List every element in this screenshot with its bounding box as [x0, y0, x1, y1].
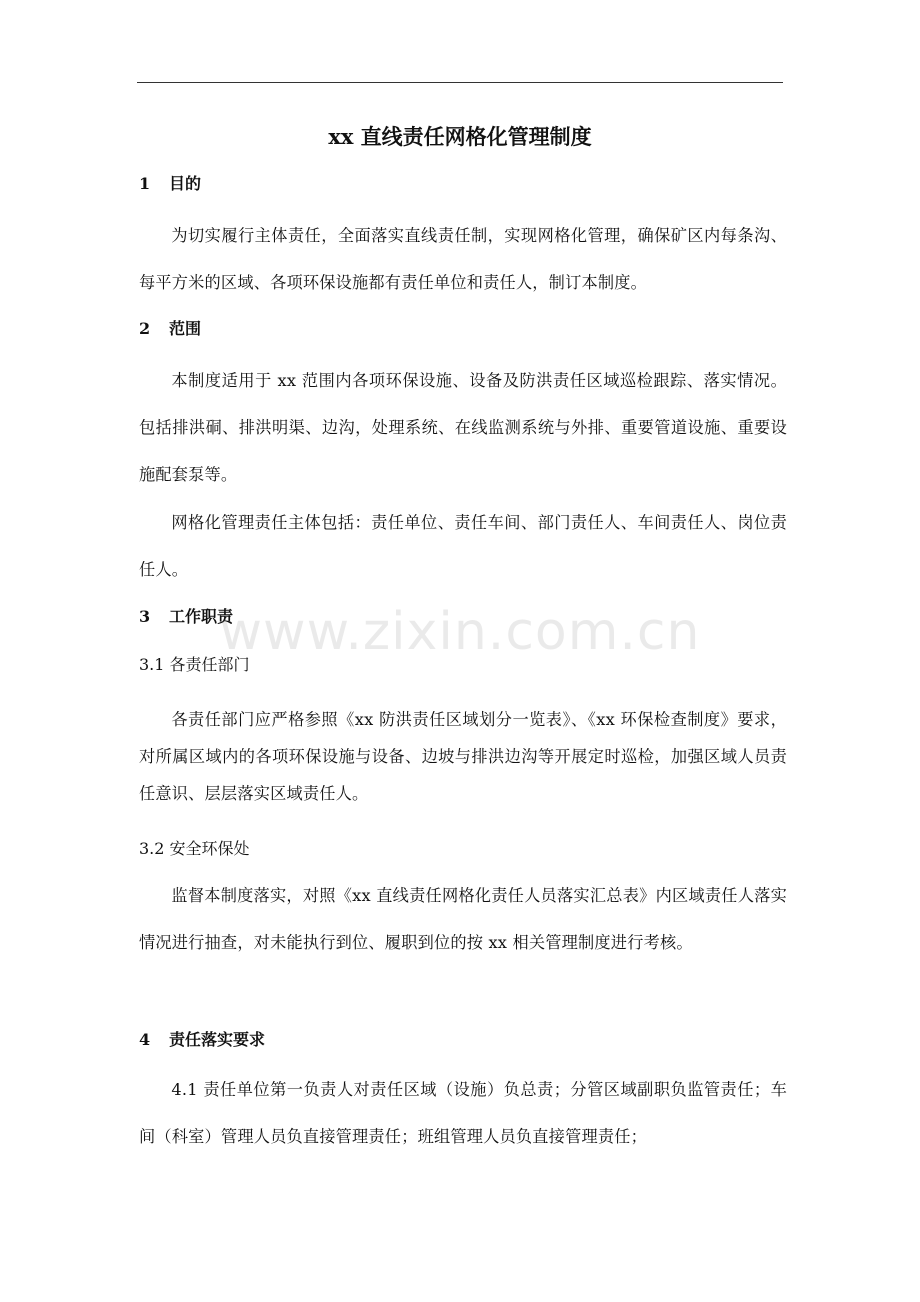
document-title: xx 直线责任网格化管理制度 — [328, 124, 592, 149]
section-4-paragraph: 4.1 责任单位第一负责人对责任区域（设施）负总责；分管区域副职负监管责任；车间（科室）管理人员负直接管理责任；班组管理人员负直接管理责任； — [139, 1080, 787, 1146]
section-4-heading — [139, 1028, 265, 1052]
section-2-paragraph-2: 网格化管理责任主体包括：责任单位、责任车间、部门责任人、车间责任人、岗位责任人。 — [139, 513, 787, 579]
section-3-heading — [139, 605, 233, 629]
subsection-3-1-paragraph: 各责任部门应严格参照《xx 防洪责任区域划分一览表》、《xx 环保检查制度》要求，对所属区域内的各项环保设施与设备、边坡与排洪边沟等开展定时巡检，加强区域人员责任意识、层层落实区域责任人。 — [139, 710, 787, 803]
header-rule — [137, 82, 783, 83]
section-2-paragraph-1: 本制度适用于 xx 范围内各项环保设施、设备及防洪责任区域巡检跟踪、落实情况。包括排洪硐、排洪明渠、边沟，处理系统、在线监测系统与外排、重要管道设施、重要设施配套泵等。 — [139, 371, 787, 484]
section-number: 2 — [139, 319, 151, 338]
section-number: 3 — [139, 607, 151, 626]
section-2-heading — [139, 317, 201, 341]
subsection-3-2-heading: 3.2 安全环保处 — [139, 839, 250, 858]
section-1-paragraph: 为切实履行主体责任，全面落实直线责任制，实现网格化管理，确保矿区内每条沟、每平方米的区域、各项环保设施都有责任单位和责任人，制订本制度。 — [139, 226, 787, 292]
watermark: www.zixin.com.cn — [219, 602, 701, 662]
section-1-heading — [139, 172, 201, 196]
section-number: 4 — [139, 1030, 151, 1049]
subsection-3-1-heading: 3.1 各责任部门 — [139, 655, 250, 674]
section-title: 目的 — [169, 174, 202, 193]
section-number: 1 — [139, 174, 151, 193]
subsection-3-2-paragraph: 监督本制度落实，对照《xx 直线责任网格化责任人员落实汇总表》内区域责任人落实情况进行抽查，对未能执行到位、履职到位的按 xx 相关管理制度进行考核。 — [139, 886, 787, 952]
section-title: 工作职责 — [169, 607, 234, 626]
section-title: 范围 — [169, 319, 202, 338]
section-title: 责任落实要求 — [169, 1030, 266, 1049]
